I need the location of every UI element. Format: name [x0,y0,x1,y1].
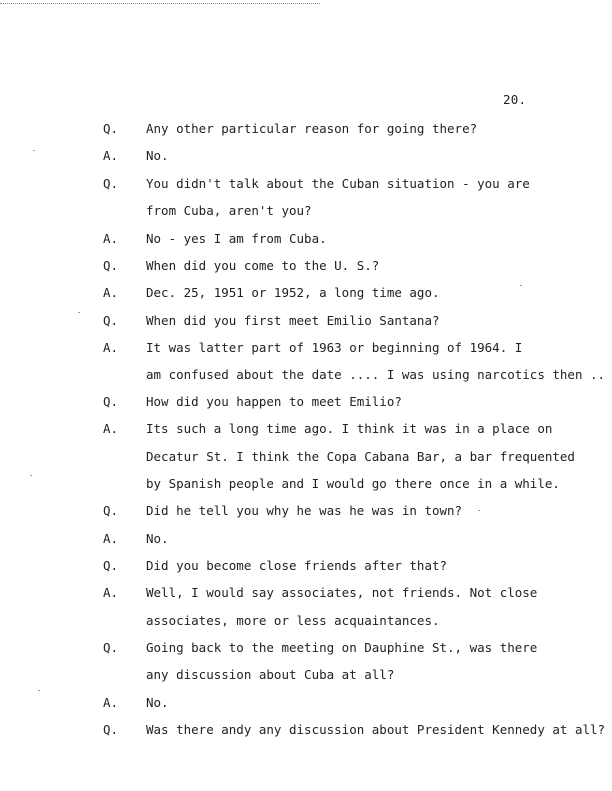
speaker-label: A. [103,585,119,600]
transcript-line [0,667,612,685]
speaker-label: Q. [103,394,119,409]
transcript-line [0,121,612,139]
transcript-line [0,203,612,221]
speaker-label: Q. [103,558,119,573]
line-text: Was there andy any discussion about President Kennedy at all? [146,722,606,737]
speaker-label: A. [103,695,119,710]
line-text: by Spanish people and I would go there once in a while. [146,476,560,491]
page-number: 20. [503,92,527,107]
scan-speck [478,510,480,511]
speaker-label: A. [103,148,119,163]
transcript-line [0,258,612,276]
scan-speck [520,285,522,286]
speaker-label: Q. [103,640,119,655]
line-text: Going back to the meeting on Dauphine St., was there [146,640,538,655]
transcript-line [0,558,612,576]
speaker-label: Q. [103,176,119,191]
transcript-line [0,313,612,331]
line-text: Decatur St. I think the Copa Cabana Bar, a bar frequented [146,449,575,464]
scan-speck [33,150,35,151]
transcript-line [0,394,612,412]
transcript-line [0,231,612,249]
speaker-label: Q. [103,503,119,518]
speaker-label: Q. [103,121,119,136]
transcript-line [0,585,612,603]
line-text: No - yes I am from Cuba. [146,231,327,246]
line-text: Did he tell you why he was he was in town? [146,503,463,518]
transcript-line [0,613,612,631]
line-text: Its such a long time ago. I think it was in a place on [146,421,553,436]
speaker-label: Q. [103,313,119,328]
speaker-label: A. [103,285,119,300]
line-text: No. [146,148,169,163]
line-text: associates, more or less acquaintances. [146,613,440,628]
line-text: Did you become close friends after that? [146,558,448,573]
transcript-line [0,449,612,467]
scan-speck [38,690,40,691]
transcript-line [0,285,612,303]
line-text: Any other particular reason for going there? [146,121,478,136]
speaker-label: Q. [103,722,119,737]
line-text: When did you first meet Emilio Santana? [146,313,440,328]
line-text: When did you come to the U. S.? [146,258,380,273]
line-text: It was latter part of 1963 or beginning of 1964. I [146,340,523,355]
line-text: any discussion about Cuba at all? [146,667,395,682]
transcript-line [0,148,612,166]
transcript-line [0,367,612,385]
scan-speck [78,312,80,313]
transcript-line [0,340,612,358]
transcript-line [0,176,612,194]
speaker-label: A. [103,231,119,246]
transcript-line [0,531,612,549]
line-text: You didn't talk about the Cuban situation - you are [146,176,530,191]
scan-speck [30,475,32,476]
top-edge-artifact [0,3,320,6]
transcript-line [0,695,612,713]
line-text: How did you happen to meet Emilio? [146,394,402,409]
speaker-label: A. [103,421,119,436]
line-text: No. [146,531,169,546]
transcript-line [0,722,612,740]
line-text: from Cuba, aren't you? [146,203,312,218]
transcript-line [0,421,612,439]
transcript-line [0,476,612,494]
speaker-label: A. [103,531,119,546]
speaker-label: A. [103,340,119,355]
line-text: Well, I would say associates, not friends. Not close [146,585,538,600]
line-text: am confused about the date .... I was using narcotics then .. [146,367,606,382]
line-text: No. [146,695,169,710]
speaker-label: Q. [103,258,119,273]
line-text: Dec. 25, 1951 or 1952, a long time ago. [146,285,440,300]
transcript-line [0,503,612,521]
transcript-line [0,640,612,658]
